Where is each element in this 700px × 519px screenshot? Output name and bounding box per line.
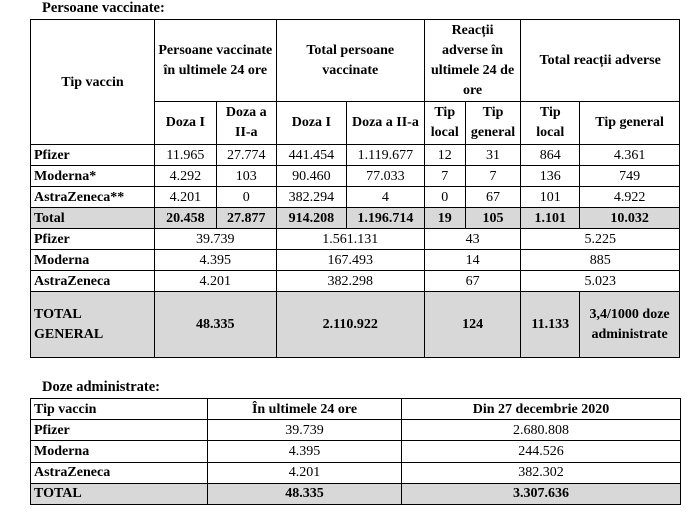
summary-row bbox=[31, 271, 680, 292]
table-row bbox=[31, 441, 681, 462]
cell: 1.561.131 bbox=[276, 229, 424, 250]
cell: 4.292 bbox=[154, 166, 216, 187]
cell: 39.739 bbox=[154, 229, 276, 250]
table-row bbox=[31, 462, 681, 483]
row-name: Total bbox=[31, 208, 155, 229]
cell: 4.361 bbox=[580, 145, 680, 166]
cell: 1.119.677 bbox=[347, 145, 425, 166]
doze-administrate-heading: Doze administrate: bbox=[42, 379, 160, 395]
cell: 77.033 bbox=[347, 166, 425, 187]
cell: 885 bbox=[521, 250, 680, 271]
row-name: AstraZeneca** bbox=[31, 187, 155, 208]
cell: 4.395 bbox=[208, 441, 402, 462]
cell: 5.023 bbox=[521, 271, 680, 292]
header-total-reactii: Total reacții adverse bbox=[521, 20, 680, 102]
cell: 244.526 bbox=[402, 441, 681, 462]
cell: 441.454 bbox=[276, 145, 346, 166]
persoane-vaccinate-heading: Persoane vaccinate: bbox=[42, 0, 165, 16]
cell: 4.201 bbox=[154, 271, 276, 292]
header-tip-general: Tip general bbox=[465, 102, 521, 145]
header-total-persoane: Total persoane vaccinate bbox=[276, 20, 424, 102]
header-doza1: Doza I bbox=[154, 102, 216, 145]
table-row bbox=[31, 187, 680, 208]
header-reactii-24h: Reacții adverse în ultimele 24 de ore bbox=[424, 20, 521, 102]
header-tip-general-total: Tip general bbox=[580, 102, 680, 145]
header-tip-local-total: Tip local bbox=[521, 102, 580, 145]
cell: 67 bbox=[424, 271, 521, 292]
row-name: AstraZeneca bbox=[31, 462, 208, 483]
row-name: Moderna bbox=[31, 250, 155, 271]
cell: 4.201 bbox=[154, 187, 216, 208]
cell: 864 bbox=[521, 145, 580, 166]
cell: 43 bbox=[424, 229, 521, 250]
table-row bbox=[31, 420, 681, 441]
summary-row bbox=[31, 250, 680, 271]
total-general-row bbox=[31, 292, 680, 358]
cell: 4.201 bbox=[208, 462, 402, 483]
cell: 1.101 bbox=[521, 208, 580, 229]
rate-cell: 3,4/1000 doze administrate bbox=[580, 292, 680, 358]
row-name: TOTAL bbox=[31, 483, 208, 504]
table-row bbox=[31, 166, 680, 187]
cell: 31 bbox=[465, 145, 521, 166]
cell: 10.032 bbox=[580, 208, 680, 229]
cell: 4 bbox=[347, 187, 425, 208]
total-row bbox=[31, 483, 681, 504]
row-name: Pfizer bbox=[31, 229, 155, 250]
summary-row bbox=[31, 229, 680, 250]
cell: 101 bbox=[521, 187, 580, 208]
cell: 1.196.714 bbox=[347, 208, 425, 229]
table-row bbox=[31, 145, 680, 166]
header-doza1-total: Doza I bbox=[276, 102, 346, 145]
header-persoane-24h: Persoane vaccinate în ultimele 24 ore bbox=[154, 20, 276, 102]
cell: 105 bbox=[465, 208, 521, 229]
cell: 90.460 bbox=[276, 166, 346, 187]
cell: 167.493 bbox=[276, 250, 424, 271]
cell: 19 bbox=[424, 208, 465, 229]
cell: 382.298 bbox=[276, 271, 424, 292]
cell: 11.133 bbox=[521, 292, 580, 358]
header-tip-local: Tip local bbox=[424, 102, 465, 145]
cell: 67 bbox=[465, 187, 521, 208]
header-tip-vaccin: Tip vaccin bbox=[31, 399, 208, 420]
cell: 4.922 bbox=[580, 187, 680, 208]
cell: 382.302 bbox=[402, 462, 681, 483]
cell: 7 bbox=[465, 166, 521, 187]
cell: 382.294 bbox=[276, 187, 346, 208]
cell: 136 bbox=[521, 166, 580, 187]
cell: 103 bbox=[216, 166, 276, 187]
cell: 914.208 bbox=[276, 208, 346, 229]
cell: 48.335 bbox=[208, 483, 402, 504]
cell: 0 bbox=[216, 187, 276, 208]
cell: 39.739 bbox=[208, 420, 402, 441]
cell: 12 bbox=[424, 145, 465, 166]
row-name: AstraZeneca bbox=[31, 271, 155, 292]
cell: 3.307.636 bbox=[402, 483, 681, 504]
header-last-24h: În ultimele 24 ore bbox=[208, 399, 402, 420]
cell: 27.877 bbox=[216, 208, 276, 229]
cell: 27.774 bbox=[216, 145, 276, 166]
cell: 2.680.808 bbox=[402, 420, 681, 441]
vaccinated-persons-table bbox=[30, 19, 680, 358]
cell: 20.458 bbox=[154, 208, 216, 229]
row-name: Moderna bbox=[31, 441, 208, 462]
cell: 0 bbox=[424, 187, 465, 208]
cell: 124 bbox=[424, 292, 521, 358]
total-row bbox=[31, 208, 680, 229]
header-doza2-total: Doza a II-a bbox=[347, 102, 425, 145]
cell: 5.225 bbox=[521, 229, 680, 250]
row-name: Pfizer bbox=[31, 420, 208, 441]
header-doza2: Doza a II-a bbox=[216, 102, 276, 145]
header-tip-vaccin: Tip vaccin bbox=[31, 20, 155, 145]
cell: 749 bbox=[580, 166, 680, 187]
doses-administered-table bbox=[30, 398, 681, 505]
cell: 11.965 bbox=[154, 145, 216, 166]
row-name: Pfizer bbox=[31, 145, 155, 166]
total-general-label: TOTAL GENERAL bbox=[31, 292, 155, 358]
cell: 14 bbox=[424, 250, 521, 271]
cell: 2.110.922 bbox=[276, 292, 424, 358]
cell: 7 bbox=[424, 166, 465, 187]
header-since: Din 27 decembrie 2020 bbox=[402, 399, 681, 420]
cell: 48.335 bbox=[154, 292, 276, 358]
row-name: Moderna* bbox=[31, 166, 155, 187]
cell: 4.395 bbox=[154, 250, 276, 271]
